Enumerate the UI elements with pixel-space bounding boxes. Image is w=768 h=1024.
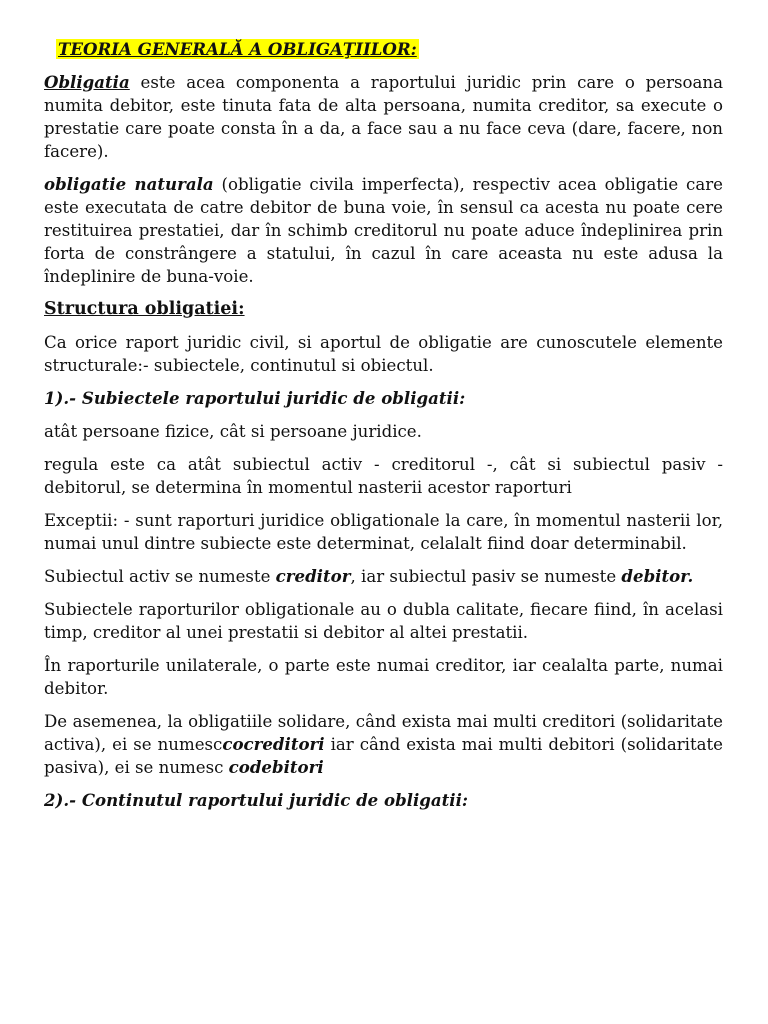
- paragraph-dubla-calitate: Subiectele raporturilor obligationale au o dubla calitate, fiecare fiind, în acelasi timp, creditor al unei prestatii si debitor al altei prestatii.: [44, 600, 723, 642]
- paragraph-structure: Ca orice raport juridic civil, si aportul de obligatie are cunoscutele elemente structurale:- subiectele, continutul si obiectul.: [44, 333, 723, 375]
- text-segment: Subiectul activ se numeste: [44, 567, 276, 586]
- term-cocreditori: cocreditori: [222, 734, 325, 754]
- document-page: [44, 38, 723, 822]
- paragraph-regula: regula este ca atât subiectul activ - creditorul -, cât si subiectul pasiv - debitorul, se determina în momentul nasterii acestor raporturi: [44, 455, 723, 497]
- document-title: TEORIA GENERALĂ A OBLIGAŢIILOR:: [58, 39, 417, 59]
- text-segment: , iar subiectul pasiv se numeste: [350, 567, 622, 586]
- paragraph-unilaterale: În raporturile unilaterale, o parte este numai creditor, iar cealalta parte, numai debitor.: [44, 656, 723, 698]
- text-segment: iar când exista mai multi debitori (solidaritate pasiva), ei se numesc: [44, 735, 723, 777]
- paragraph-subiectul-activ: [44, 565, 723, 588]
- term-creditor: creditor: [275, 566, 351, 586]
- text-segment: De asemenea, la obligatiile solidare, când exista mai multi creditori (solidaritate activa), ei se numesc: [44, 712, 723, 754]
- paragraph-obligatia: [44, 71, 723, 163]
- paragraph-obligatie-naturala-text: (obligatie civila imperfecta), respectiv acea obligatie care este executata de catre debitor de buna voie, în sensul ca acesta nu poate cere restituirea prestatiei, dar în schimb creditorul nu poate aduce îndeplinirea prin forta de constrângere a statului, în cazul în care aceasta nu este adusa la îndeplinire de buna-voie.: [44, 175, 723, 286]
- structure-heading: [44, 298, 723, 321]
- term-obligatie-naturala: obligatie naturala: [44, 174, 214, 194]
- term-debitor: debitor.: [621, 566, 694, 586]
- paragraph-obligatie-naturala: [44, 173, 723, 288]
- title-line: [56, 38, 723, 61]
- heading-subiectele: 1).- Subiectele raportului juridic de obligatii:: [44, 388, 466, 408]
- paragraph-persoane: atât persoane fizice, cât si persoane juridice.: [44, 422, 422, 441]
- term-obligatia: Obligatia: [44, 72, 130, 92]
- paragraph-solidare: [44, 710, 723, 779]
- paragraph-exceptii: Exceptii: - sunt raporturi juridice obligationale la care, în momentul nasterii lor, numai unul dintre subiecte este determinat, celalalt fiind doar determinabil.: [44, 511, 723, 553]
- paragraph-obligatia-text: este acea componenta a raportului juridic prin care o persoana numita debitor, este tinuta fata de alta persoana, numita creditor, sa execute o prestatie care poate consta în a da, a face sau a nu face ceva (dare, facere, non facere).: [44, 73, 723, 161]
- heading-continutul: 2).- Continutul raportului juridic de obligatii:: [44, 790, 469, 810]
- structure-heading-text: Structura obligatiei:: [44, 299, 245, 319]
- term-codebitori: codebitori: [228, 757, 324, 777]
